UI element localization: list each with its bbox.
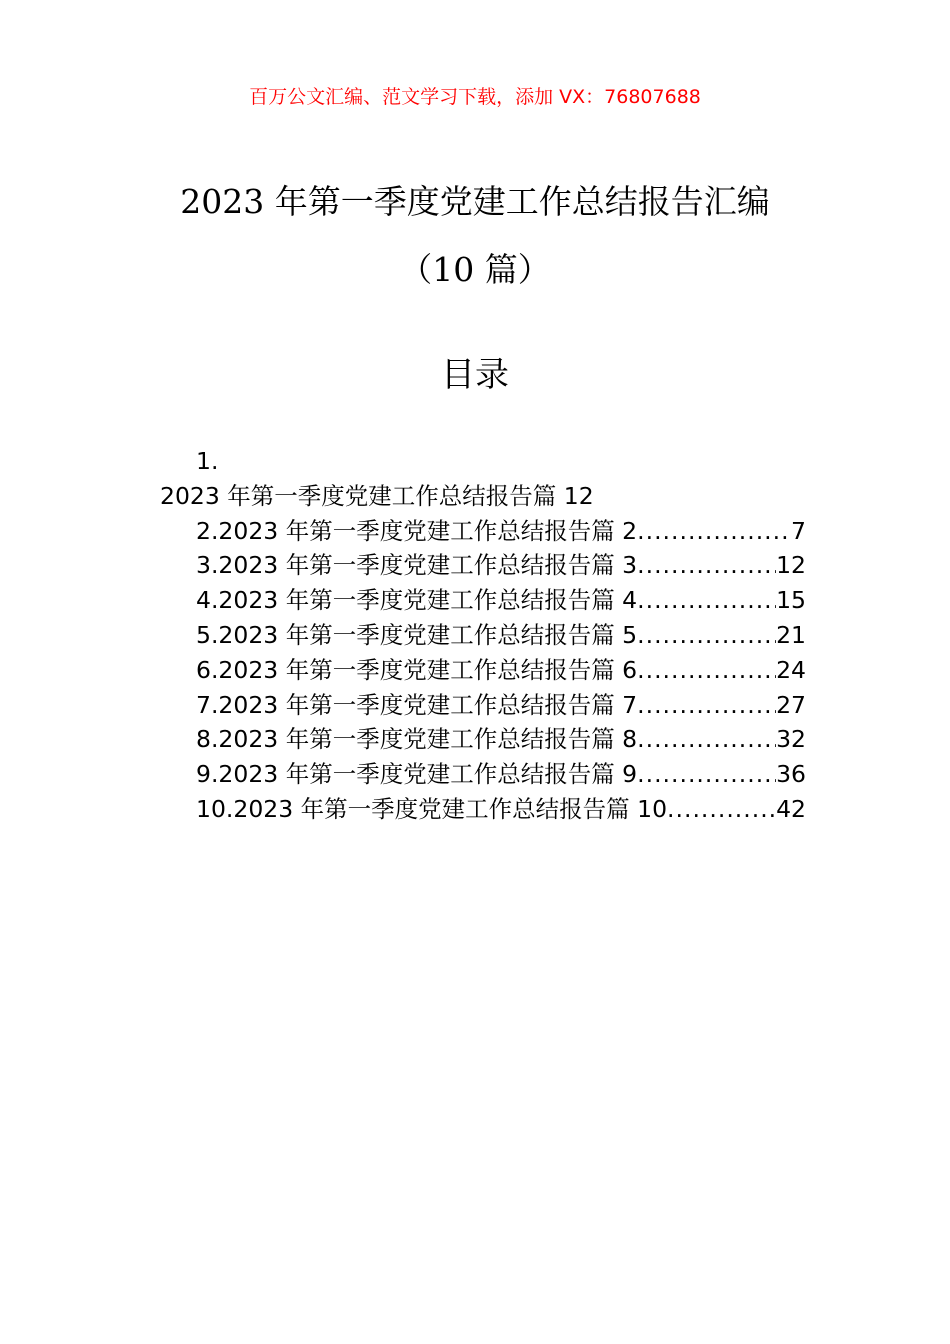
toc-entry-9[interactable] — [160, 757, 806, 792]
toc-dot-leader — [637, 722, 776, 757]
toc-entry-text: 8.2023 年第一季度党建工作总结报告篇 8 — [196, 725, 638, 754]
toc-entry-7[interactable] — [160, 688, 806, 723]
toc-entry-10[interactable] — [160, 792, 806, 827]
toc-entry-5[interactable] — [160, 618, 806, 653]
toc-dot-leader — [637, 548, 776, 583]
toc-dot-leader — [637, 653, 776, 688]
toc-page-number: 21 — [776, 620, 806, 649]
toc-entry-2[interactable] — [160, 514, 806, 549]
document-title: 2023 年第一季度党建工作总结报告汇编 — [180, 182, 770, 221]
toc-entry-text: 3.2023 年第一季度党建工作总结报告篇 3 — [196, 551, 638, 580]
toc-entry-text: 7.2023 年第一季度党建工作总结报告篇 7 — [196, 690, 638, 719]
toc-page-number: 7 — [791, 516, 806, 545]
toc-entry-text: 10.2023 年第一季度党建工作总结报告篇 10 — [196, 794, 668, 823]
toc-page-number: 36 — [776, 760, 806, 789]
toc-page-number: 42 — [776, 794, 806, 823]
toc-entry-text: 6.2023 年第一季度党建工作总结报告篇 6 — [196, 655, 638, 684]
toc-dot-leader — [637, 618, 776, 653]
toc-dot-leader — [637, 514, 791, 549]
toc-entry-6[interactable] — [160, 653, 806, 688]
toc-dot-leader — [637, 688, 776, 723]
toc-heading: 目录 — [441, 355, 509, 395]
toc-page-number: 24 — [776, 655, 806, 684]
toc-entry-text: 5.2023 年第一季度党建工作总结报告篇 5 — [196, 620, 638, 649]
header-promo-note: 百万公文汇编、范文学习下载，添加 VX：76807688 — [249, 86, 701, 108]
toc-dot-leader — [637, 583, 776, 618]
table-of-contents — [160, 444, 806, 827]
toc-page-number: 27 — [776, 690, 806, 719]
toc-entry-8[interactable] — [160, 722, 806, 757]
toc-page-number: 15 — [776, 586, 806, 615]
toc-entry-text: 2.2023 年第一季度党建工作总结报告篇 2 — [196, 516, 638, 545]
toc-entry-text: 4.2023 年第一季度党建工作总结报告篇 4 — [196, 586, 638, 615]
toc-page-number: 12 — [776, 551, 806, 580]
toc-entry-4[interactable] — [160, 583, 806, 618]
toc-dot-leader — [667, 792, 776, 827]
toc-entry-1-number[interactable]: 1. — [196, 447, 219, 475]
document-subtitle: （10 篇） — [399, 250, 551, 289]
toc-page-number: 32 — [776, 725, 806, 754]
toc-entry-text: 9.2023 年第一季度党建工作总结报告篇 9 — [196, 760, 638, 789]
toc-entry-1-text[interactable]: 2023 年第一季度党建工作总结报告篇 12 — [160, 481, 594, 510]
toc-dot-leader — [637, 757, 776, 792]
toc-entry-3[interactable] — [160, 548, 806, 583]
